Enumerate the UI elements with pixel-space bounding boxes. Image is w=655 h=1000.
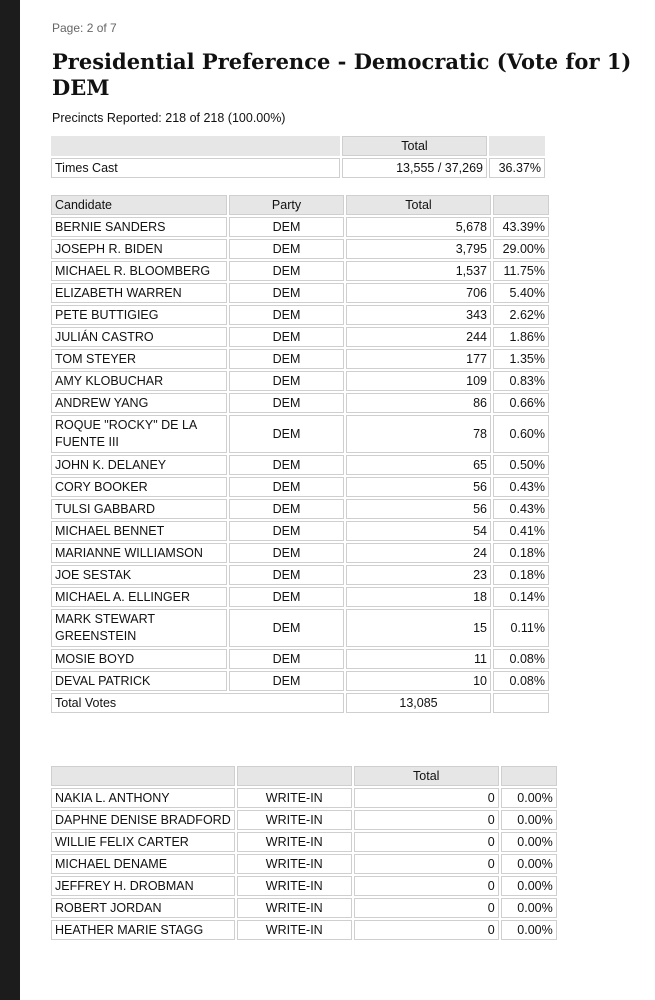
candidate-name: JOHN K. DELANEY bbox=[51, 455, 227, 475]
candidate-name: MICHAEL BENNET bbox=[51, 521, 227, 541]
candidate-percent: 11.75% bbox=[493, 261, 549, 281]
candidate-name: TOM STEYER bbox=[51, 349, 227, 369]
candidate-party: DEM bbox=[229, 239, 344, 259]
candidate-percent: 0.83% bbox=[493, 371, 549, 391]
write-in-name: WILLIE FELIX CARTER bbox=[51, 832, 235, 852]
write-in-row bbox=[51, 832, 557, 852]
candidate-percent: 0.18% bbox=[493, 543, 549, 563]
candidate-percent: 0.18% bbox=[493, 565, 549, 585]
candidate-party: DEM bbox=[229, 371, 344, 391]
candidate-row bbox=[51, 649, 549, 669]
candidate-votes: 23 bbox=[346, 565, 491, 585]
precincts-reported: Precincts Reported: 218 of 218 (100.00%) bbox=[52, 111, 286, 125]
candidate-votes: 86 bbox=[346, 393, 491, 413]
write-in-name: JEFFREY H. DROBMAN bbox=[51, 876, 235, 896]
candidate-party: DEM bbox=[229, 521, 344, 541]
candidate-name: ANDREW YANG bbox=[51, 393, 227, 413]
candidate-party: DEM bbox=[229, 327, 344, 347]
page-number: Page: 2 of 7 bbox=[52, 21, 117, 35]
candidate-votes: 54 bbox=[346, 521, 491, 541]
write-in-votes: 0 bbox=[354, 876, 499, 896]
candidate-row bbox=[51, 671, 549, 691]
candidate-row bbox=[51, 393, 549, 413]
candidate-percent: 0.08% bbox=[493, 671, 549, 691]
candidate-name: BERNIE SANDERS bbox=[51, 217, 227, 237]
candidate-votes: 343 bbox=[346, 305, 491, 325]
candidate-party: DEM bbox=[229, 455, 344, 475]
times-cast-table bbox=[49, 134, 547, 180]
candidate-percent: 0.43% bbox=[493, 477, 549, 497]
candidate-party: DEM bbox=[229, 609, 344, 647]
candidate-row bbox=[51, 327, 549, 347]
candidate-row bbox=[51, 587, 549, 607]
candidate-votes: 56 bbox=[346, 477, 491, 497]
write-in-votes: 0 bbox=[354, 810, 499, 830]
results-table bbox=[49, 193, 551, 715]
candidate-name: MOSIE BOYD bbox=[51, 649, 227, 669]
results-body bbox=[51, 217, 549, 691]
left-dark-bar bbox=[0, 0, 20, 1000]
write-in-percent: 0.00% bbox=[501, 832, 557, 852]
times-cast-percent: 36.37% bbox=[489, 158, 545, 178]
candidate-votes: 65 bbox=[346, 455, 491, 475]
write-in-type: WRITE-IN bbox=[237, 810, 352, 830]
candidate-party: DEM bbox=[229, 305, 344, 325]
candidate-row bbox=[51, 455, 549, 475]
candidate-row bbox=[51, 543, 549, 563]
candidate-row bbox=[51, 283, 549, 303]
candidate-row bbox=[51, 217, 549, 237]
candidate-name: JOE SESTAK bbox=[51, 565, 227, 585]
write-in-percent: 0.00% bbox=[501, 920, 557, 940]
candidate-name: TULSI GABBARD bbox=[51, 499, 227, 519]
write-in-type: WRITE-IN bbox=[237, 832, 352, 852]
candidate-row bbox=[51, 477, 549, 497]
write-in-table bbox=[49, 764, 559, 942]
write-in-type: WRITE-IN bbox=[237, 788, 352, 808]
write-in-percent: 0.00% bbox=[501, 810, 557, 830]
candidate-row bbox=[51, 521, 549, 541]
candidate-votes: 3,795 bbox=[346, 239, 491, 259]
write-in-votes: 0 bbox=[354, 920, 499, 940]
candidate-percent: 0.08% bbox=[493, 649, 549, 669]
write-in-row bbox=[51, 876, 557, 896]
candidate-row bbox=[51, 305, 549, 325]
write-in-votes: 0 bbox=[354, 788, 499, 808]
candidate-percent: 2.62% bbox=[493, 305, 549, 325]
times-cast-label: Times Cast bbox=[51, 158, 340, 178]
write-in-percent: 0.00% bbox=[501, 788, 557, 808]
candidate-row bbox=[51, 349, 549, 369]
candidate-votes: 244 bbox=[346, 327, 491, 347]
candidate-party: DEM bbox=[229, 543, 344, 563]
candidate-row bbox=[51, 371, 549, 391]
write-in-name: DAPHNE DENISE BRADFORD bbox=[51, 810, 235, 830]
candidate-name: JULIÁN CASTRO bbox=[51, 327, 227, 347]
candidate-row bbox=[51, 565, 549, 585]
candidate-name: MARIANNE WILLIAMSON bbox=[51, 543, 227, 563]
candidate-percent: 0.66% bbox=[493, 393, 549, 413]
candidate-percent: 1.86% bbox=[493, 327, 549, 347]
candidate-name: JOSEPH R. BIDEN bbox=[51, 239, 227, 259]
candidate-percent: 0.41% bbox=[493, 521, 549, 541]
total-votes-label: Total Votes bbox=[51, 693, 344, 713]
write-in-type: WRITE-IN bbox=[237, 898, 352, 918]
candidate-row bbox=[51, 609, 549, 647]
write-in-row bbox=[51, 788, 557, 808]
write-in-name: ROBERT JORDAN bbox=[51, 898, 235, 918]
write-in-votes: 0 bbox=[354, 898, 499, 918]
candidate-party: DEM bbox=[229, 477, 344, 497]
candidate-party: DEM bbox=[229, 349, 344, 369]
candidate-percent: 0.14% bbox=[493, 587, 549, 607]
candidate-votes: 177 bbox=[346, 349, 491, 369]
candidate-votes: 1,537 bbox=[346, 261, 491, 281]
candidate-votes: 10 bbox=[346, 671, 491, 691]
party-header: Party bbox=[229, 195, 344, 215]
write-in-name: HEATHER MARIE STAGG bbox=[51, 920, 235, 940]
candidate-party: DEM bbox=[229, 499, 344, 519]
candidate-percent: 0.43% bbox=[493, 499, 549, 519]
write-in-percent: 0.00% bbox=[501, 876, 557, 896]
candidate-name: MICHAEL R. BLOOMBERG bbox=[51, 261, 227, 281]
candidate-party: DEM bbox=[229, 649, 344, 669]
write-in-name: MICHAEL DENAME bbox=[51, 854, 235, 874]
candidate-name: ROQUE "ROCKY" DE LA FUENTE III bbox=[51, 415, 227, 453]
write-in-percent: 0.00% bbox=[501, 854, 557, 874]
write-in-votes: 0 bbox=[354, 832, 499, 852]
candidate-percent: 1.35% bbox=[493, 349, 549, 369]
candidate-percent: 43.39% bbox=[493, 217, 549, 237]
candidate-votes: 11 bbox=[346, 649, 491, 669]
write-in-type: WRITE-IN bbox=[237, 920, 352, 940]
write-in-row bbox=[51, 898, 557, 918]
candidate-votes: 706 bbox=[346, 283, 491, 303]
candidate-votes: 18 bbox=[346, 587, 491, 607]
candidate-name: ELIZABETH WARREN bbox=[51, 283, 227, 303]
candidate-party: DEM bbox=[229, 283, 344, 303]
write-in-type: WRITE-IN bbox=[237, 876, 352, 896]
write-in-name: NAKIA L. ANTHONY bbox=[51, 788, 235, 808]
candidate-row bbox=[51, 499, 549, 519]
write-in-total-header: Total bbox=[354, 766, 499, 786]
times-cast-count: 13,555 / 37,269 bbox=[342, 158, 487, 178]
candidate-percent: 29.00% bbox=[493, 239, 549, 259]
write-in-percent: 0.00% bbox=[501, 898, 557, 918]
candidate-votes: 15 bbox=[346, 609, 491, 647]
candidate-name: PETE BUTTIGIEG bbox=[51, 305, 227, 325]
write-in-votes: 0 bbox=[354, 854, 499, 874]
candidate-party: DEM bbox=[229, 217, 344, 237]
candidate-party: DEM bbox=[229, 565, 344, 585]
candidate-party: DEM bbox=[229, 671, 344, 691]
candidate-name: CORY BOOKER bbox=[51, 477, 227, 497]
candidate-name: MARK STEWART GREENSTEIN bbox=[51, 609, 227, 647]
candidate-percent: 0.50% bbox=[493, 455, 549, 475]
total-header: Total bbox=[346, 195, 491, 215]
candidate-percent: 0.60% bbox=[493, 415, 549, 453]
candidate-party: DEM bbox=[229, 587, 344, 607]
write-in-row bbox=[51, 810, 557, 830]
candidate-name: MICHAEL A. ELLINGER bbox=[51, 587, 227, 607]
total-votes-value: 13,085 bbox=[346, 693, 491, 713]
write-in-row bbox=[51, 920, 557, 940]
candidate-percent: 5.40% bbox=[493, 283, 549, 303]
candidate-header: Candidate bbox=[51, 195, 227, 215]
candidate-votes: 24 bbox=[346, 543, 491, 563]
candidate-percent: 0.11% bbox=[493, 609, 549, 647]
candidate-name: DEVAL PATRICK bbox=[51, 671, 227, 691]
candidate-row bbox=[51, 415, 549, 453]
candidate-votes: 78 bbox=[346, 415, 491, 453]
contest-title: Presidential Preference - Democratic (Vote for 1) DEM bbox=[52, 49, 632, 100]
candidate-votes: 109 bbox=[346, 371, 491, 391]
candidate-name: AMY KLOBUCHAR bbox=[51, 371, 227, 391]
candidate-party: DEM bbox=[229, 415, 344, 453]
write-in-row bbox=[51, 854, 557, 874]
candidate-votes: 5,678 bbox=[346, 217, 491, 237]
candidate-votes: 56 bbox=[346, 499, 491, 519]
candidate-row bbox=[51, 261, 549, 281]
candidate-party: DEM bbox=[229, 261, 344, 281]
write-in-type: WRITE-IN bbox=[237, 854, 352, 874]
candidate-party: DEM bbox=[229, 393, 344, 413]
write-in-body bbox=[51, 788, 557, 940]
times-cast-total-header: Total bbox=[342, 136, 487, 156]
candidate-row bbox=[51, 239, 549, 259]
